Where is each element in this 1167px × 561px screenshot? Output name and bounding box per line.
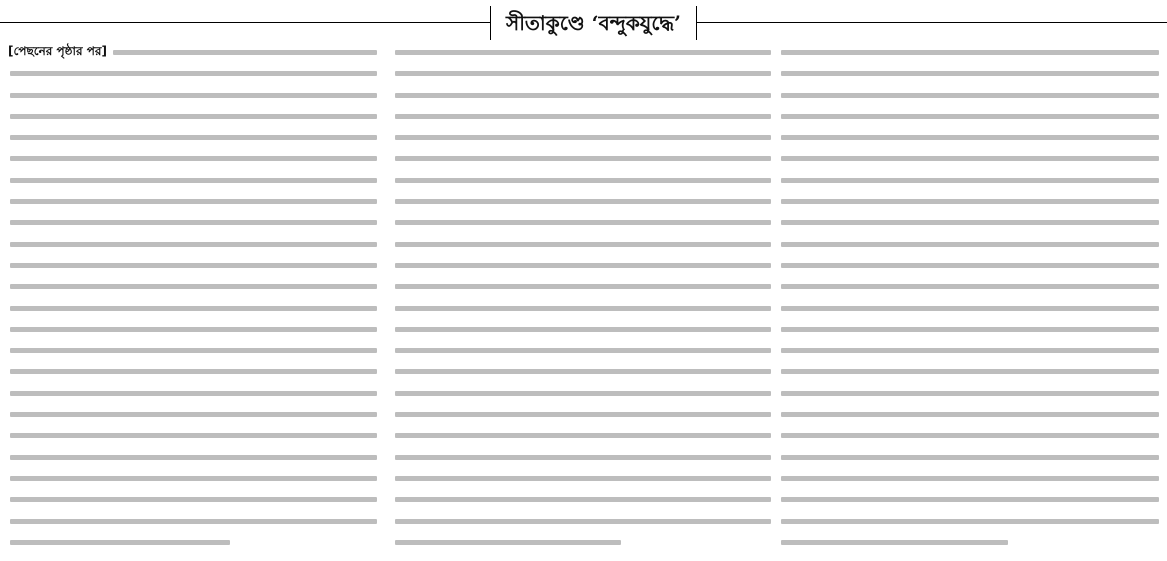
text-placeholder [781,255,1159,276]
text-placeholder [10,106,377,127]
text-placeholder [10,447,377,468]
text-placeholder [395,234,770,255]
text-placeholder [781,340,1159,361]
text-placeholder [10,319,377,340]
text-placeholder [10,361,377,382]
text-placeholder [10,404,377,425]
text-placeholder [395,42,770,63]
text-placeholder [395,212,770,233]
text-placeholder [395,148,770,169]
text-placeholder [395,511,770,532]
text-placeholder [395,106,770,127]
text-placeholder [781,319,1159,340]
text-placeholder [781,404,1159,425]
text-placeholder [10,276,377,297]
text-placeholder [10,212,377,233]
text-placeholder [395,425,770,446]
text-placeholder [10,63,377,84]
text-placeholder [395,361,770,382]
text-placeholder [395,63,770,84]
text-placeholder [781,383,1159,404]
text-placeholder [781,447,1159,468]
text-placeholder [395,532,770,553]
text-placeholder [781,532,1159,553]
column-2-lines [393,42,770,553]
text-placeholder [781,106,1159,127]
headline-box [490,6,697,40]
column-3-lines [779,42,1159,553]
text-placeholder [781,511,1159,532]
text-placeholder [10,127,377,148]
text-placeholder [781,127,1159,148]
text-placeholder [781,425,1159,446]
continued-label: [পেছনের পৃষ্ঠার পর] [8,43,107,58]
text-placeholder [395,447,770,468]
text-placeholder [10,85,377,106]
article-column-2 [393,42,770,557]
text-placeholder [395,340,770,361]
article-columns [8,42,1159,557]
text-placeholder [10,532,377,553]
text-placeholder [781,212,1159,233]
text-placeholder [10,468,377,489]
column-1-lines [8,63,377,553]
text-placeholder [10,170,377,191]
continued-line [8,42,377,63]
text-placeholder [781,148,1159,169]
text-placeholder [10,489,377,510]
text-placeholder [10,148,377,169]
text-placeholder [113,50,377,55]
text-placeholder [10,298,377,319]
text-placeholder [781,361,1159,382]
text-placeholder [395,404,770,425]
text-placeholder [781,170,1159,191]
text-placeholder [10,234,377,255]
text-placeholder [395,191,770,212]
text-placeholder [781,468,1159,489]
text-placeholder [395,170,770,191]
text-placeholder [395,85,770,106]
text-placeholder [10,425,377,446]
text-placeholder [10,383,377,404]
text-placeholder [395,255,770,276]
text-placeholder [395,276,770,297]
text-placeholder [395,489,770,510]
text-placeholder [781,63,1159,84]
text-placeholder [10,255,377,276]
headline: সীতাকুণ্ডে ‘বন্দুকযুদ্ধে’ [505,11,681,35]
text-placeholder [10,191,377,212]
text-placeholder [395,319,770,340]
text-placeholder [781,85,1159,106]
text-placeholder [10,511,377,532]
article-column-3 [779,42,1159,557]
text-placeholder [781,234,1159,255]
text-placeholder [10,340,377,361]
article-column-1 [8,42,377,557]
text-placeholder [781,191,1159,212]
text-placeholder [781,489,1159,510]
text-placeholder [781,276,1159,297]
text-placeholder [395,298,770,319]
text-placeholder [781,42,1159,63]
text-placeholder [395,383,770,404]
text-placeholder [395,127,770,148]
text-placeholder [781,298,1159,319]
text-placeholder [395,468,770,489]
